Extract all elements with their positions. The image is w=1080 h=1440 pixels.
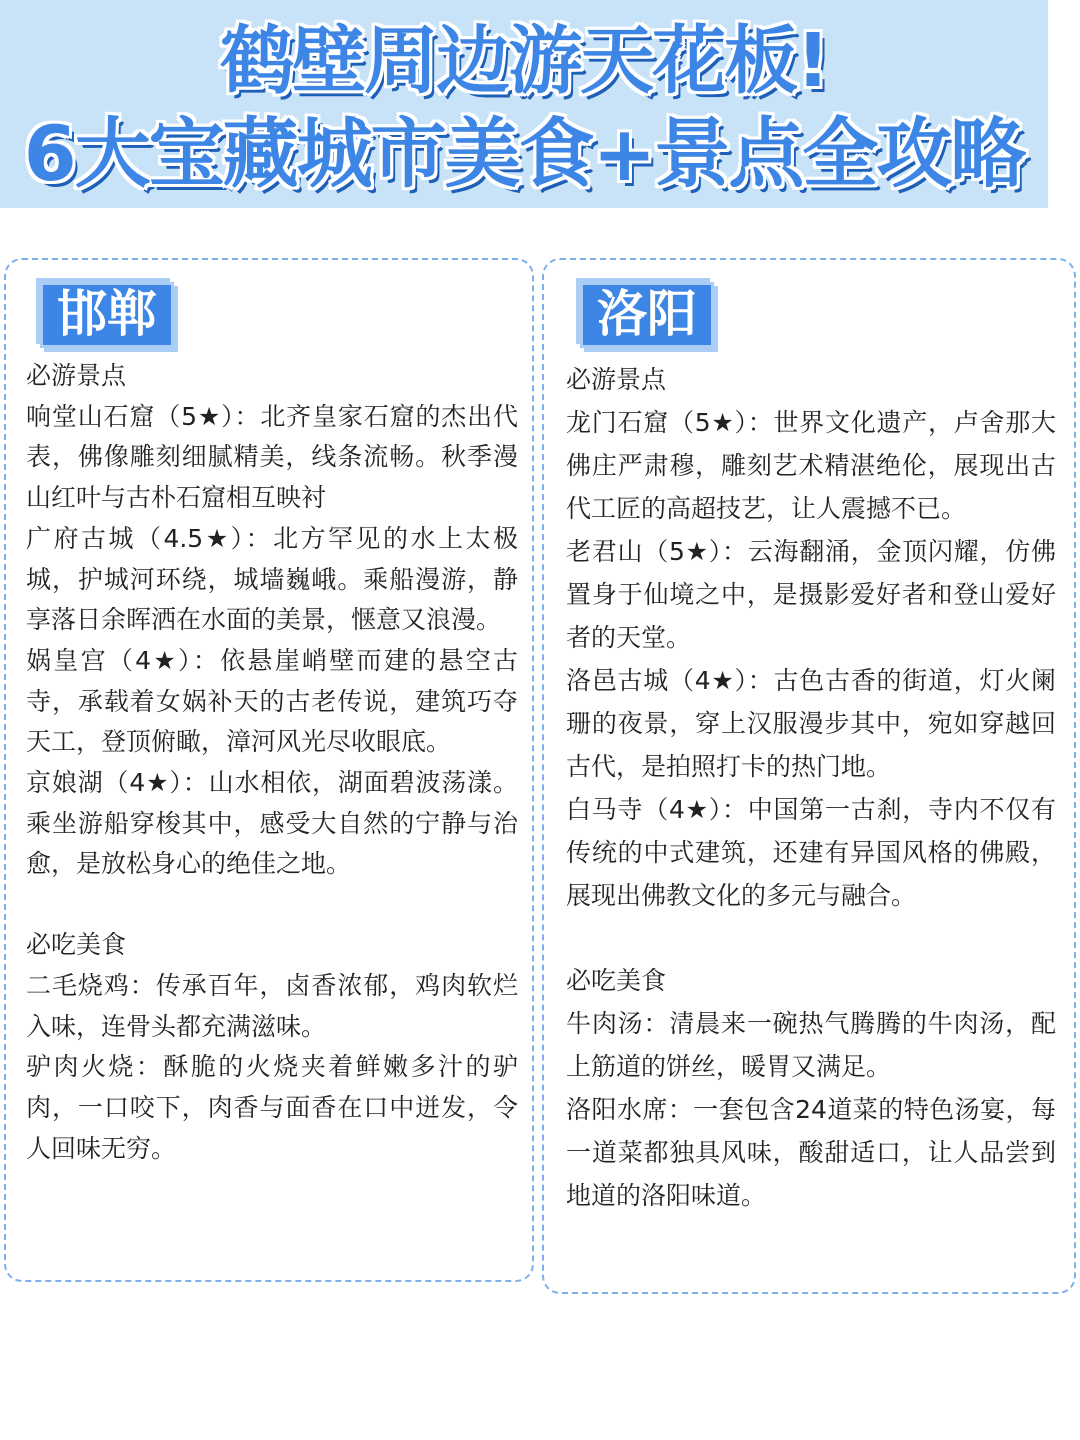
sight-entry: 龙门石窟（5★）：世界文化遗产，卢舍那大佛庄严肃穆，雕刻艺术精湛绝伦，展现出古代工匠的高超技艺，让人震撼不已。 bbox=[566, 408, 1056, 523]
page-title-line-1: 鹤壁周边游天花板! bbox=[220, 18, 828, 104]
city-card-content bbox=[566, 358, 1056, 1217]
food-heading: 必吃美食 bbox=[566, 966, 667, 995]
food-heading: 必吃美食 bbox=[26, 930, 127, 960]
sight-entry: 白马寺（4★）：中国第一古刹，寺内不仅有传统的中式建筑，还建有异国风格的佛殿，展现出佛教文化的多元与融合。 bbox=[566, 795, 1056, 910]
section-spacer bbox=[566, 917, 1056, 959]
section-spacer bbox=[26, 885, 518, 925]
sights-heading: 必游景点 bbox=[566, 365, 667, 394]
food-entry: 牛肉汤：清晨来一碗热气腾腾的牛肉汤，配上筋道的饼丝，暖胃又满足。 bbox=[566, 1009, 1056, 1081]
food-entry: 驴肉火烧：酥脆的火烧夹着鲜嫩多汁的驴肉，一口咬下，肉香与面香在口中迸发，令人回味无穷。 bbox=[26, 1052, 518, 1163]
sight-entry: 老君山（5★）：云海翻涌，金顶闪耀，仿佛置身于仙境之中，是摄影爱好者和登山爱好者的天堂。 bbox=[566, 537, 1056, 652]
city-card-handan bbox=[4, 258, 534, 1282]
sight-entry: 广府古城（4.5★）：北方罕见的水上太极城，护城河环绕，城墙巍峨。乘船漫游，静享落日余晖洒在水面的美景，惬意又浪漫。 bbox=[26, 523, 518, 635]
header-banner bbox=[0, 0, 1048, 208]
city-card-content bbox=[26, 356, 518, 1169]
sight-entry: 响堂山石窟（5★）：北齐皇家石窟的杰出代表，佛像雕刻细腻精美，线条流畅。秋季漫山红叶与古朴石窟相互映衬 bbox=[26, 401, 518, 513]
city-name-tag: 洛阳 bbox=[580, 282, 714, 348]
sight-entry: 娲皇宫（4★）：依悬崖峭壁而建的悬空古寺，承载着女娲补天的古老传说，建筑巧夺天工，登顶俯瞰，漳河风光尽收眼底。 bbox=[26, 645, 518, 757]
sights-heading: 必游景点 bbox=[26, 361, 127, 390]
sight-entry: 京娘湖（4★）：山水相依，湖面碧波荡漾。乘坐游船穿梭其中，感受大自然的宁静与治愈，是放松身心的绝佳之地。 bbox=[26, 768, 518, 879]
food-entry: 洛阳水席：一套包含24道菜的特色汤宴，每一道菜都独具风味，酸甜适口，让人品尝到地道的洛阳味道。 bbox=[566, 1095, 1056, 1210]
sight-entry: 洛邑古城（4★）：古色古香的街道，灯火阑珊的夜景，穿上汉服漫步其中，宛如穿越回古代，是拍照打卡的热门地。 bbox=[566, 666, 1056, 781]
page-title-line-2: 6大宝藏城市美食+景点全攻略 bbox=[23, 109, 1025, 198]
food-entry: 二毛烧鸡：传承百年，卤香浓郁，鸡肉软烂入味，连骨头都充满滋味。 bbox=[26, 970, 518, 1041]
city-name-tag: 邯郸 bbox=[40, 282, 174, 348]
city-card-luoyang bbox=[542, 258, 1076, 1294]
